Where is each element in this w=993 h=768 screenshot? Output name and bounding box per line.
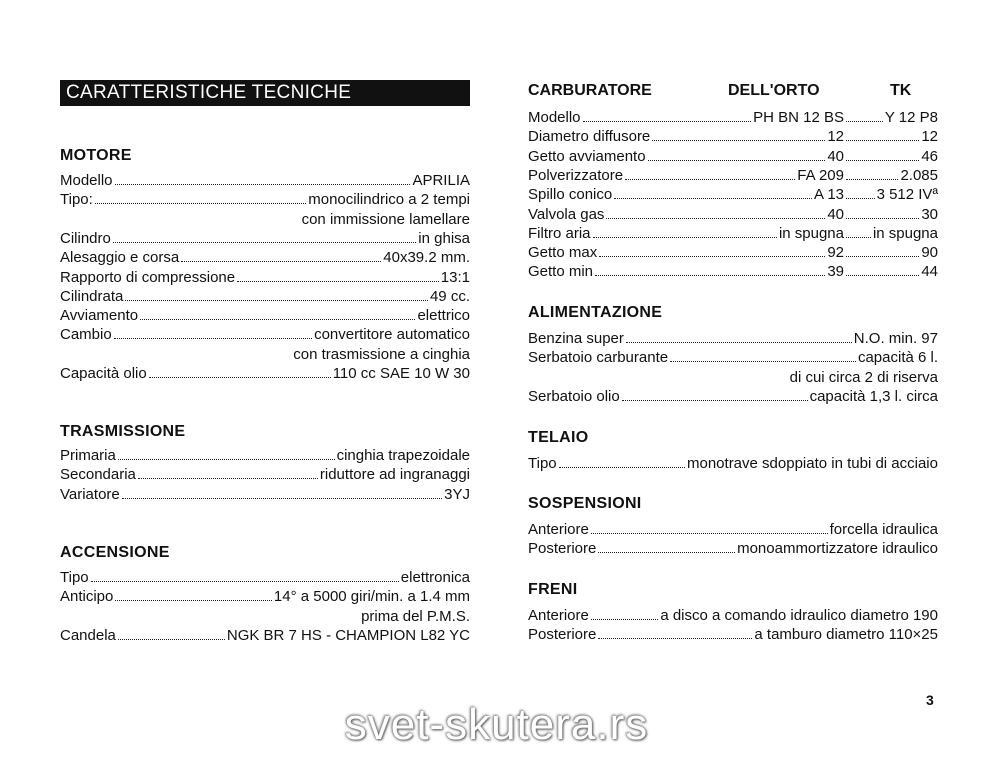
spec-value: 14° a 5000 giri/min. a 1.4 mm bbox=[273, 588, 470, 606]
dot-leader bbox=[626, 330, 852, 343]
spec-label: Polverizzatore bbox=[528, 166, 624, 184]
carburatore-col-dellorto: DELL'ORTO bbox=[728, 82, 820, 99]
spec-value: monoammortizzatore idraulico bbox=[737, 540, 938, 558]
spec-label: Getto max bbox=[528, 244, 598, 262]
spec-value: a disco a comando idraulico diametro 190 bbox=[660, 607, 938, 624]
dot-leader bbox=[846, 109, 883, 122]
spec-value-continued: con immissione lamellare bbox=[301, 210, 470, 228]
spec-row bbox=[528, 387, 938, 406]
carburatore-row bbox=[528, 262, 938, 281]
spec-value-dellorto: in spugna bbox=[778, 224, 844, 242]
spec-label: Filtro aria bbox=[528, 224, 591, 242]
spec-label: Cambio bbox=[60, 326, 112, 344]
freni-title: FRENI bbox=[528, 581, 578, 598]
accensione-title: ACCENSIONE bbox=[60, 544, 170, 561]
trasmissione-title: TRASMISSIONE bbox=[60, 423, 186, 440]
spec-value: 49 cc. bbox=[429, 287, 470, 305]
carburatore-row bbox=[528, 108, 938, 127]
spec-value-continued: di cui circa 2 di riserva bbox=[789, 368, 938, 386]
spec-value-tk: 46 bbox=[921, 147, 938, 165]
spec-value: N.O. min. 97 bbox=[853, 330, 938, 347]
spec-label: Benzina super bbox=[528, 330, 624, 347]
spec-label: Rapporto di compressione bbox=[60, 268, 236, 286]
spec-row bbox=[60, 568, 470, 587]
spec-value-tk: 30 bbox=[921, 205, 938, 223]
spec-row bbox=[60, 465, 470, 484]
dot-leader bbox=[598, 626, 752, 639]
spec-row bbox=[60, 229, 470, 248]
spec-value: a tamburo diametro 110×25 bbox=[754, 626, 938, 644]
telaio-title: TELAIO bbox=[528, 429, 589, 446]
dot-leader bbox=[846, 167, 898, 180]
dot-leader bbox=[91, 569, 399, 582]
spec-value: elettronica bbox=[400, 569, 470, 586]
dot-leader bbox=[115, 172, 411, 185]
dot-leader bbox=[614, 186, 812, 199]
dot-leader bbox=[95, 191, 306, 204]
dot-leader bbox=[648, 148, 826, 161]
spec-row bbox=[60, 446, 470, 465]
spec-row bbox=[60, 248, 470, 267]
dot-leader bbox=[559, 455, 685, 468]
dot-leader bbox=[670, 349, 856, 362]
dot-leader bbox=[118, 447, 335, 460]
spec-value: cinghia trapezoidale bbox=[336, 447, 470, 464]
dot-leader bbox=[122, 486, 442, 499]
spec-row bbox=[528, 454, 938, 473]
dot-leader bbox=[118, 627, 225, 640]
spec-row bbox=[528, 539, 938, 558]
spec-value-dellorto: 40 bbox=[827, 147, 844, 165]
spec-row bbox=[60, 325, 470, 344]
spec-label: Anteriore bbox=[528, 607, 589, 624]
spec-value: APRILIA bbox=[412, 172, 470, 189]
dot-leader bbox=[583, 109, 752, 122]
dot-leader bbox=[606, 206, 825, 219]
spec-value: NGK BR 7 HS - CHAMPION L82 YC bbox=[226, 626, 470, 644]
spec-row bbox=[60, 587, 470, 606]
dot-leader bbox=[595, 263, 825, 276]
spec-value: 110 cc SAE 10 W 30 bbox=[332, 365, 470, 382]
dot-leader bbox=[622, 388, 808, 401]
spec-label: Capacità olio bbox=[60, 365, 147, 382]
motore-title: MOTORE bbox=[60, 147, 132, 164]
spec-value: monotrave sdoppiato in tubi di acciaio bbox=[687, 455, 938, 472]
spec-value-tk: 2.085 bbox=[900, 166, 938, 184]
dot-leader bbox=[625, 167, 795, 180]
dot-leader bbox=[593, 225, 777, 238]
sospensioni-title: SOSPENSIONI bbox=[528, 495, 642, 512]
spec-label: Spillo conico bbox=[528, 186, 613, 204]
spec-row bbox=[60, 171, 470, 190]
spec-value: 40x39.2 mm. bbox=[383, 249, 470, 267]
carburatore-col-tk: TK bbox=[890, 82, 912, 99]
dot-leader bbox=[115, 588, 272, 601]
spec-value: 13:1 bbox=[440, 268, 470, 286]
spec-label: Serbatoio carburante bbox=[528, 349, 669, 367]
spec-row bbox=[528, 625, 938, 644]
spec-label: Getto min bbox=[528, 263, 594, 281]
carburatore-row bbox=[528, 147, 938, 166]
spec-value-dellorto: 92 bbox=[827, 244, 844, 262]
spec-label: Primaria bbox=[60, 447, 116, 464]
spec-value: capacità 6 l. bbox=[857, 349, 938, 367]
spec-value-dellorto: 40 bbox=[827, 205, 844, 223]
carburatore-row bbox=[528, 224, 938, 243]
spec-value-dellorto: 12 bbox=[827, 128, 844, 146]
spec-row bbox=[60, 190, 470, 209]
spec-value-continued: prima del P.M.S. bbox=[361, 607, 470, 625]
spec-label: Tipo bbox=[528, 455, 557, 472]
dot-leader bbox=[846, 148, 919, 161]
spec-value-tk: Y 12 P8 bbox=[884, 109, 938, 126]
spec-value-tk: 44 bbox=[921, 263, 938, 281]
spec-value-dellorto: 39 bbox=[827, 263, 844, 281]
spec-value: 3YJ bbox=[444, 485, 470, 503]
watermark: svet-skutera.rs bbox=[344, 700, 649, 749]
spec-value-tk: 90 bbox=[921, 244, 938, 262]
dot-leader bbox=[140, 307, 415, 320]
spec-value-tk: 3 512 IVª bbox=[876, 186, 938, 204]
spec-label: Diametro diffusore bbox=[528, 128, 651, 146]
spec-row bbox=[528, 329, 938, 348]
spec-value: convertitore automatico bbox=[314, 326, 470, 344]
dot-leader bbox=[846, 244, 919, 257]
spec-label: Anticipo bbox=[60, 588, 114, 606]
section-banner: CARATTERISTICHE TECNICHE bbox=[60, 80, 470, 106]
dot-leader bbox=[149, 365, 331, 378]
dot-leader bbox=[591, 607, 658, 620]
dot-leader bbox=[846, 128, 919, 141]
dot-leader bbox=[237, 269, 439, 282]
spec-value-tk: 12 bbox=[921, 128, 938, 146]
dot-leader bbox=[181, 249, 381, 262]
spec-value: forcella idraulica bbox=[829, 521, 938, 538]
spec-value: in ghisa bbox=[418, 229, 470, 247]
spec-value: capacità 1,3 l. circa bbox=[809, 387, 938, 405]
dot-leader bbox=[846, 263, 919, 276]
spec-label: Valvola gas bbox=[528, 205, 605, 223]
spec-label: Candela bbox=[60, 626, 116, 644]
spec-value-dellorto: A 13 bbox=[813, 186, 844, 204]
alimentazione-title: ALIMENTAZIONE bbox=[528, 304, 663, 321]
spec-label: Modello bbox=[528, 109, 581, 126]
spec-label: Anteriore bbox=[528, 521, 589, 538]
dot-leader bbox=[846, 186, 875, 199]
dot-leader bbox=[652, 128, 825, 141]
spec-row bbox=[528, 606, 938, 625]
spec-label: Serbatoio olio bbox=[528, 387, 620, 405]
carburatore-row bbox=[528, 185, 938, 204]
spec-value-tk: in spugna bbox=[872, 224, 938, 242]
spec-label: Cilindro bbox=[60, 229, 111, 247]
dot-leader bbox=[846, 206, 919, 219]
carburatore-title: CARBURATORE bbox=[528, 82, 652, 99]
dot-leader bbox=[599, 244, 825, 257]
carburatore-row bbox=[528, 127, 938, 146]
spec-label: Secondaria bbox=[60, 466, 136, 484]
spec-row bbox=[60, 268, 470, 287]
dot-leader bbox=[114, 326, 312, 339]
dot-leader bbox=[846, 225, 871, 238]
spec-row bbox=[528, 348, 938, 367]
spec-label: Posteriore bbox=[528, 626, 597, 644]
dot-leader bbox=[598, 540, 735, 553]
spec-value: monocilindrico a 2 tempi bbox=[308, 191, 470, 209]
dot-leader bbox=[138, 466, 318, 479]
spec-value-dellorto: FA 209 bbox=[797, 166, 844, 184]
carburatore-row bbox=[528, 166, 938, 185]
carburatore-row bbox=[528, 205, 938, 224]
spec-label: Tipo bbox=[60, 569, 89, 586]
spec-row bbox=[528, 520, 938, 539]
spec-row bbox=[60, 485, 470, 504]
spec-value: elettrico bbox=[417, 307, 470, 325]
spec-row bbox=[60, 626, 470, 645]
spec-row bbox=[60, 364, 470, 383]
spec-label: Variatore bbox=[60, 485, 120, 503]
page-number: 3 bbox=[926, 692, 934, 708]
spec-row bbox=[60, 287, 470, 306]
spec-value-dellorto: PH BN 12 BS bbox=[753, 109, 844, 126]
dot-leader bbox=[125, 288, 428, 301]
spec-label: Posteriore bbox=[528, 540, 597, 558]
spec-label: Cilindrata bbox=[60, 287, 124, 305]
spec-row bbox=[60, 306, 470, 325]
dot-leader bbox=[591, 521, 828, 534]
carburatore-row bbox=[528, 243, 938, 262]
spec-label: Modello bbox=[60, 172, 113, 189]
spec-label: Avviamento bbox=[60, 307, 139, 325]
dot-leader bbox=[113, 230, 416, 243]
spec-value-continued: con trasmissione a cinghia bbox=[293, 345, 470, 363]
spec-label: Getto avviamento bbox=[528, 147, 646, 165]
spec-value: riduttore ad ingranaggi bbox=[319, 466, 470, 484]
spec-label: Alesaggio e corsa bbox=[60, 249, 180, 267]
spec-label: Tipo: bbox=[60, 191, 93, 209]
